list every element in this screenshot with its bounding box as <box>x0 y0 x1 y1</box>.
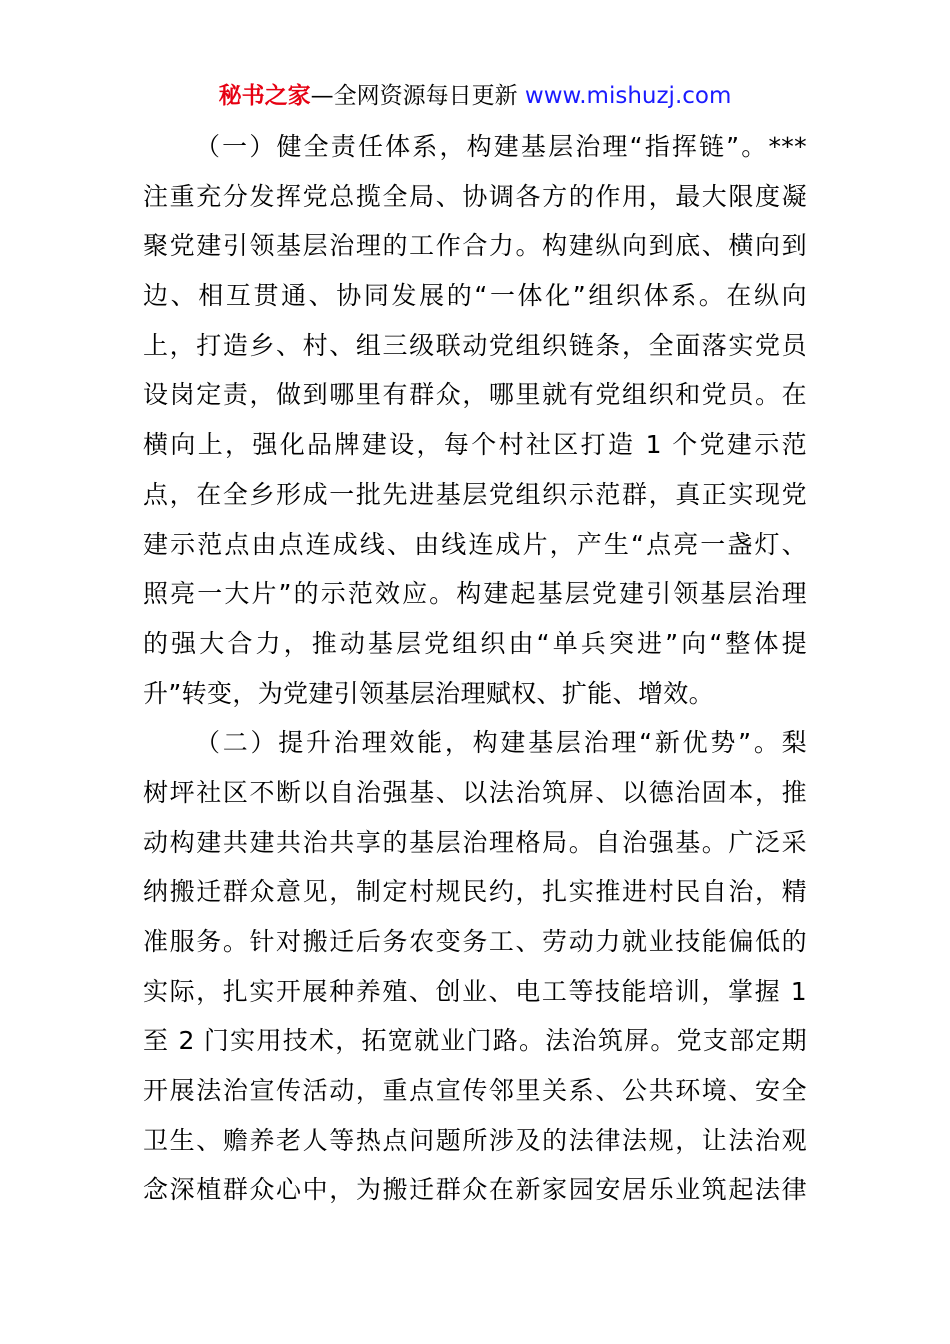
paragraph-line: 边、相互贯通、协同发展的“一体化”组织体系。在纵向 <box>143 281 807 311</box>
header-tagline: —全网资源每日更新 <box>310 83 525 109</box>
paragraph-line: 升”转变，为党建引领基层治理赋权、扩能、增效。 <box>143 678 715 708</box>
paragraph-line: 注重充分发挥党总揽全局、协调各方的作用，最大限度凝 <box>143 181 807 211</box>
paragraph-line: 上，打造乡、村、组三级联动党组织链条，全面落实党员 <box>143 330 807 360</box>
paragraph-line: 聚党建引领基层治理的工作合力。构建纵向到底、横向到 <box>143 231 807 261</box>
paragraph-line: 动构建共建共治共享的基层治理格局。自治强基。广泛采 <box>143 827 807 857</box>
paragraph-line: 开展法治宣传活动，重点宣传邻里关系、公共环境、安全 <box>143 1076 807 1106</box>
page-header <box>0 80 950 112</box>
paragraph-line: 树坪社区不断以自治强基、以法治筑屏、以德治固本，推 <box>143 777 807 807</box>
paragraph-line: 实际，扎实开展种养殖、创业、电工等技能培训，掌握 1 <box>143 976 807 1006</box>
paragraph-line: 念深植群众心中，为搬迁群众在新家园安居乐业筑起法律 <box>143 1175 807 1205</box>
paragraph-line: 的强大合力，推动基层党组织由“单兵突进”向“整体提 <box>143 628 807 658</box>
paragraph-line: 建示范点由点连成线、由线连成片，产生“点亮一盏灯、 <box>143 529 807 559</box>
paragraph-line: 照亮一大片”的示范效应。构建起基层党建引领基层治理 <box>143 579 807 609</box>
paragraph-line: 横向上，强化品牌建设，每个村社区打造 1 个党建示范 <box>143 430 807 460</box>
paragraph-line: （二）提升治理效能，构建基层治理“新优势”。梨 <box>195 728 807 758</box>
site-url-link[interactable]: www.mishuzj.com <box>524 83 732 109</box>
brand-name: 秘书之家 <box>218 83 311 109</box>
paragraph-line: 至 2 门实用技术，拓宽就业门路。法治筑屏。党支部定期 <box>143 1026 807 1056</box>
paragraph-line: （一）健全责任体系，构建基层治理“指挥链”。*** <box>195 132 807 161</box>
paragraph-line: 卫生、赡养老人等热点问题所涉及的法律法规，让法治观 <box>143 1125 807 1155</box>
paragraph-line: 纳搬迁群众意见，制定村规民约，扎实推进村民自治，精 <box>143 877 807 907</box>
paragraph-line: 设岗定责，做到哪里有群众，哪里就有党组织和党员。在 <box>143 380 807 410</box>
paragraph-line: 点，在全乡形成一批先进基层党组织示范群，真正实现党 <box>143 479 807 509</box>
paragraph-line: 准服务。针对搬迁后务农变务工、劳动力就业技能偏低的 <box>143 927 807 956</box>
document-body <box>143 122 807 1215</box>
